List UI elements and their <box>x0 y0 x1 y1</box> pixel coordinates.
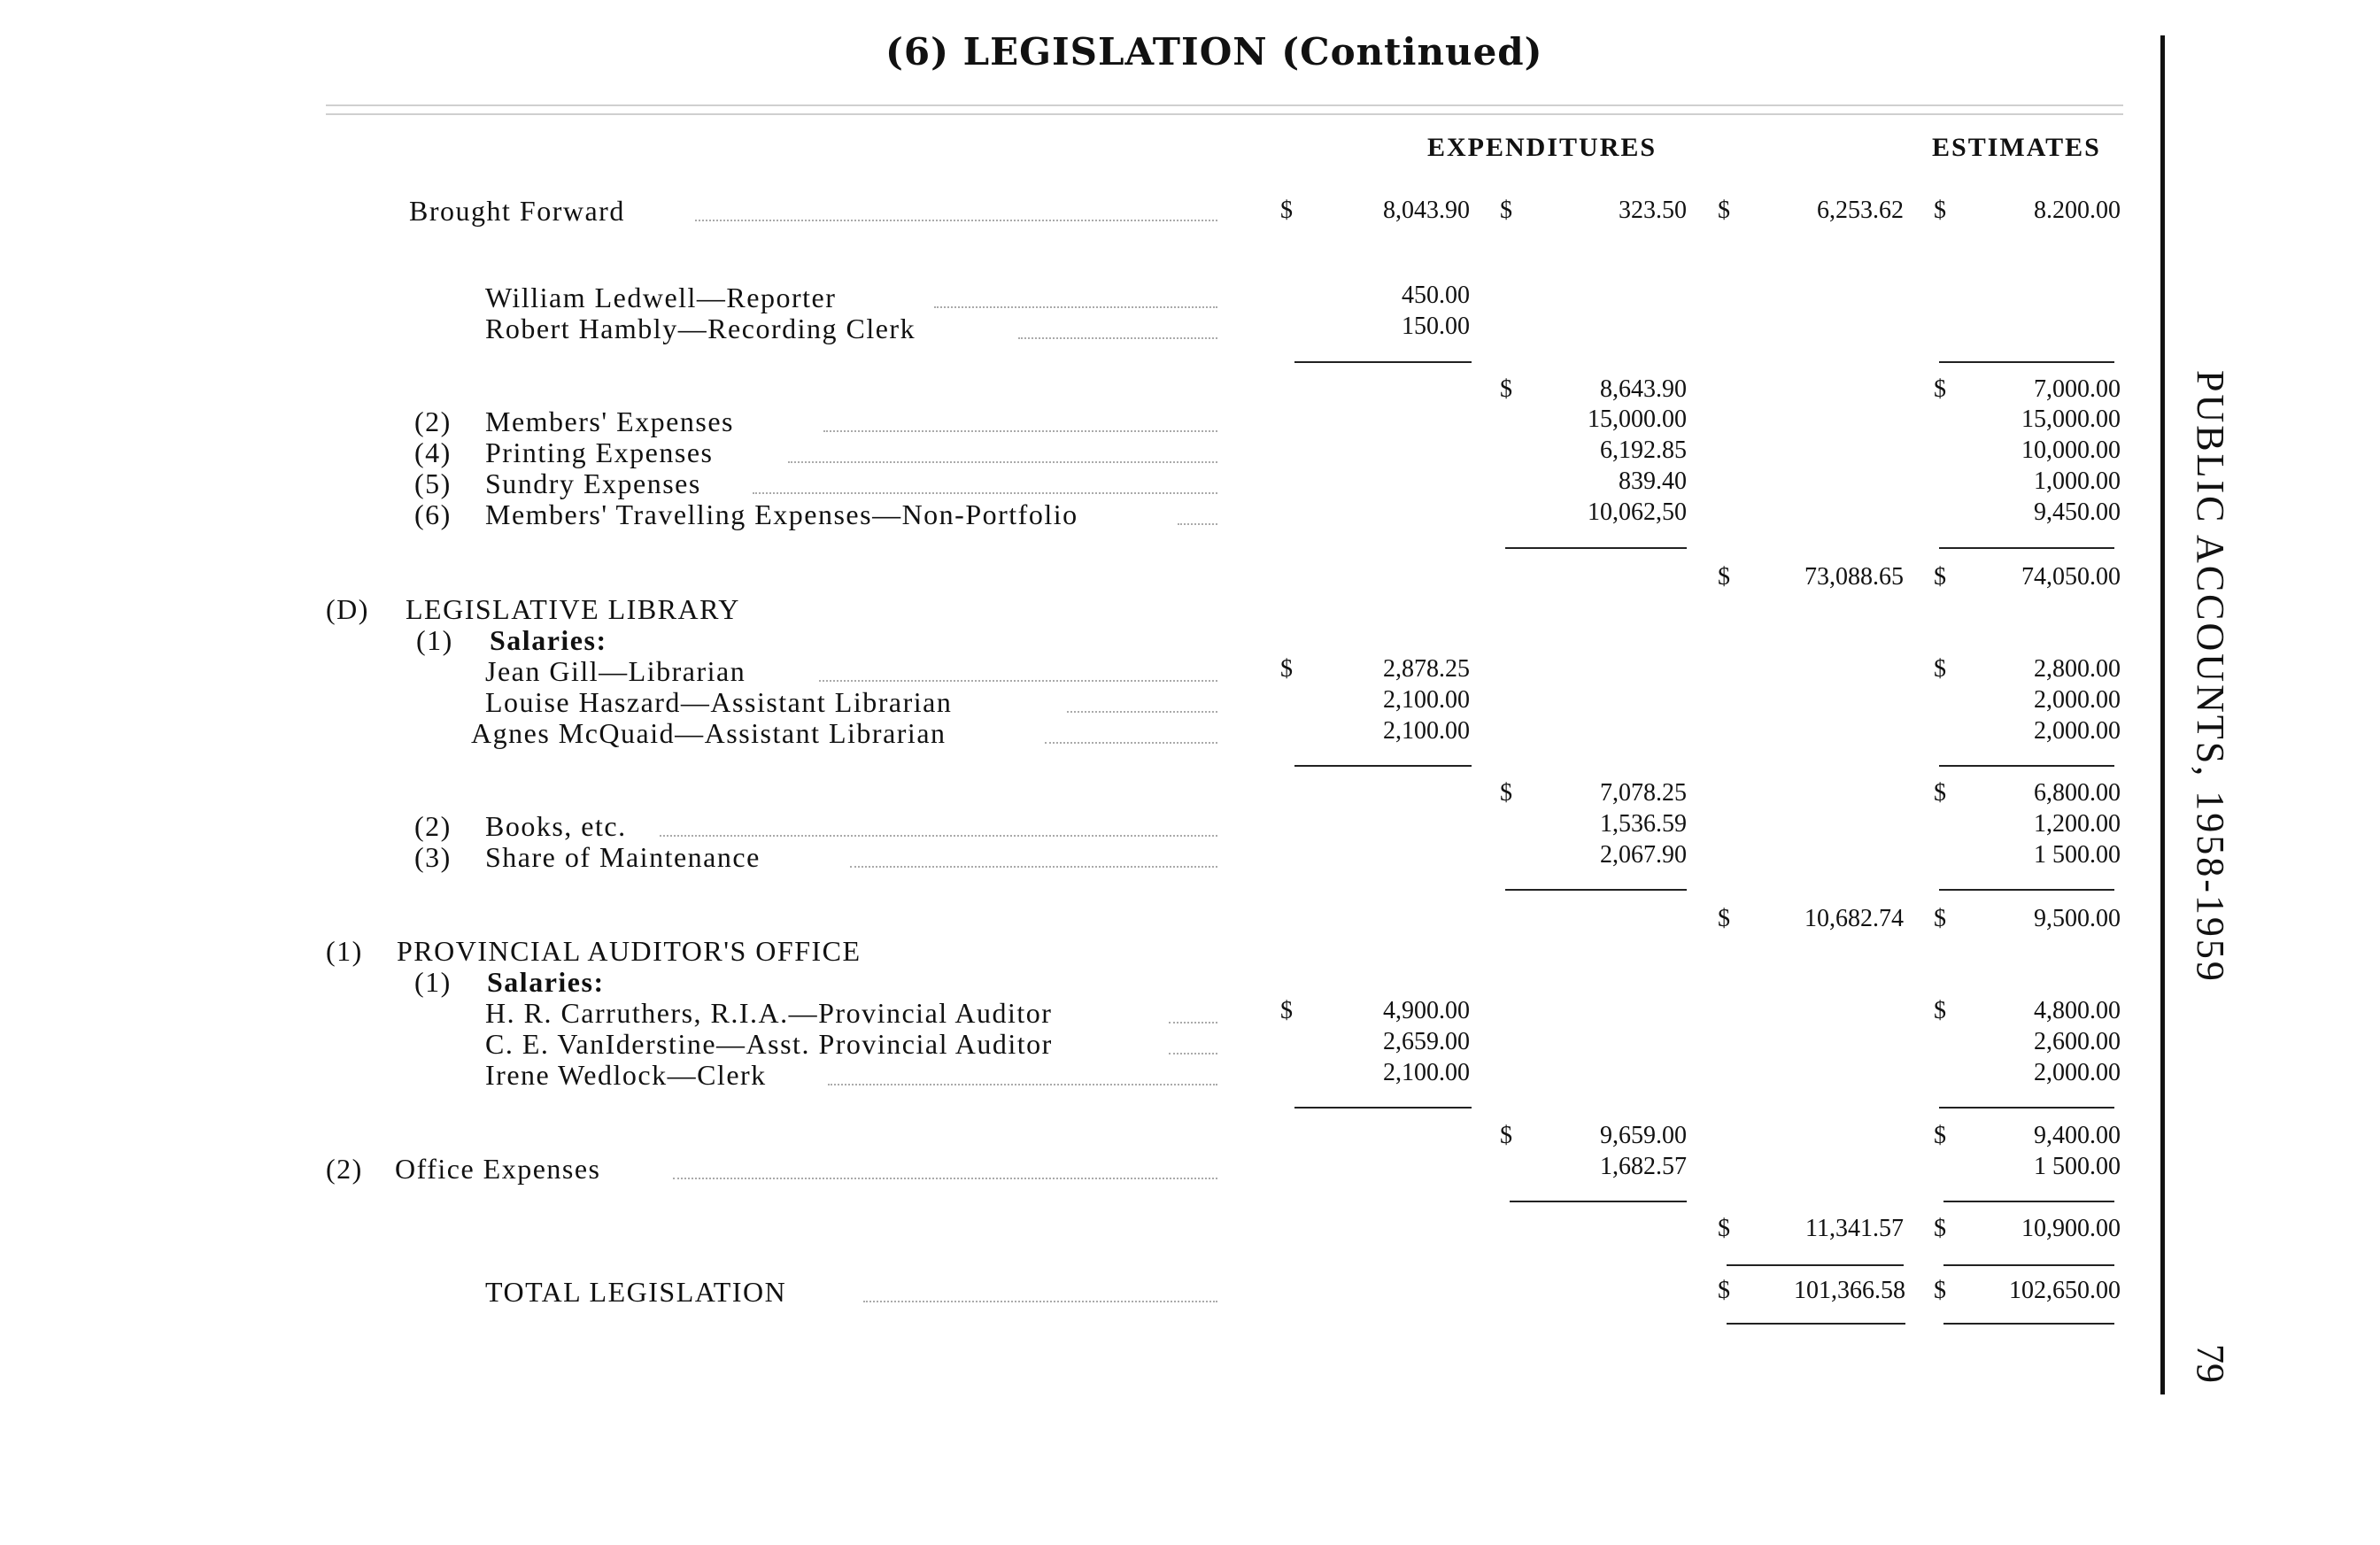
col1-value: 450.00 <box>1402 282 1470 309</box>
col4-value: 2,800.00 <box>2034 655 2121 683</box>
col2-value: 9,659.00 <box>1600 1122 1687 1149</box>
dollar-sign: $ <box>1500 779 1512 807</box>
item-number: (4) <box>414 436 452 468</box>
dot-leader <box>819 680 1217 682</box>
expense-label: Sundry Expenses <box>485 467 701 499</box>
col4-value: 10,900.00 <box>2021 1215 2121 1242</box>
col4-value: 2,600.00 <box>2034 1028 2121 1055</box>
expense-label: Members' Travelling Expenses—Non-Portfolio <box>485 498 1078 530</box>
staff-label: H. R. Carruthers, R.I.A.—Provincial Auditor <box>485 997 1053 1029</box>
col1-value: 2,659.00 <box>1383 1028 1470 1055</box>
dot-leader <box>934 306 1217 308</box>
dot-leader <box>828 1084 1217 1085</box>
col1-value: 2,100.00 <box>1383 686 1470 714</box>
section-letter: (D) <box>326 593 369 625</box>
brought-forward-label: Brought Forward <box>409 195 625 227</box>
salaries-heading: Salaries: <box>487 966 605 998</box>
title-rule <box>326 104 2123 106</box>
dot-leader <box>1045 742 1217 744</box>
dot-leader <box>1169 1022 1217 1024</box>
dot-leader <box>695 220 1217 221</box>
dollar-sign: $ <box>1934 779 1946 807</box>
col4-value: 7,000.00 <box>2034 375 2121 403</box>
margin-line <box>2160 35 2165 1394</box>
subtotal-rule <box>1294 765 1472 767</box>
side-title: PUBLIC ACCOUNTS, 1958-1959 <box>2189 370 2232 984</box>
expense-label: Office Expenses <box>395 1153 601 1185</box>
col3-value: 11,341.57 <box>1805 1215 1904 1242</box>
grand-total-col4: 102,650.00 <box>2009 1277 2121 1304</box>
total-rule <box>1727 1264 1904 1266</box>
page-title: (6) LEGISLATION (Continued) <box>885 30 1543 73</box>
dollar-sign: $ <box>1934 997 1946 1024</box>
item-number: (2) <box>326 1153 363 1185</box>
col3-value: 10,682.74 <box>1804 905 1904 932</box>
dollar-sign: $ <box>1718 197 1730 224</box>
dot-leader <box>753 492 1217 494</box>
reporter-label: William Ledwell—Reporter <box>485 282 837 313</box>
item-number: (5) <box>414 467 452 499</box>
col4-value: 1,200.00 <box>2034 810 2121 838</box>
dot-leader <box>660 835 1217 837</box>
col2-value: 323.50 <box>1619 197 1687 224</box>
dot-leader <box>823 430 1217 432</box>
subtotal-rule <box>1505 889 1687 891</box>
col2-value: 8,643.90 <box>1600 375 1687 403</box>
dollar-sign: $ <box>1934 1215 1946 1242</box>
subtotal-rule <box>1939 547 2114 549</box>
expense-label: Books, etc. <box>485 810 627 842</box>
col1-value: 2,878.25 <box>1383 655 1470 683</box>
subtotal-rule <box>1943 1201 2114 1202</box>
item-number: (3) <box>414 841 452 873</box>
item-number: (2) <box>414 406 452 437</box>
col2-value: 6,192.85 <box>1600 436 1687 464</box>
section-heading: LEGISLATIVE LIBRARY <box>406 593 740 625</box>
title-rule-2 <box>326 113 2123 115</box>
col2-value: 1,682.57 <box>1600 1153 1687 1180</box>
dot-leader <box>1169 1053 1217 1054</box>
col4-value: 9,450.00 <box>2034 498 2121 526</box>
col2-value: 15,000.00 <box>1588 406 1687 433</box>
subtotal-rule <box>1939 765 2114 767</box>
col4-value: 9,500.00 <box>2034 905 2121 932</box>
reporter-label: Robert Hambly—Recording Clerk <box>485 313 916 344</box>
section-letter: (1) <box>326 935 363 967</box>
col2-value: 7,078.25 <box>1600 779 1687 807</box>
item-number: (6) <box>414 498 452 530</box>
dollar-sign: $ <box>1934 197 1946 224</box>
dollar-sign: $ <box>1280 655 1293 683</box>
dollar-sign: $ <box>1280 997 1293 1024</box>
col4-value: 15,000.00 <box>2021 406 2121 433</box>
col2-value: 2,067.90 <box>1600 841 1687 869</box>
col4-value: 74,050.00 <box>2021 563 2121 591</box>
subtotal-rule <box>1939 361 2114 363</box>
col2-value: 10,062,50 <box>1588 498 1687 526</box>
subtotal-rule <box>1294 361 1472 363</box>
dot-leader <box>788 461 1217 463</box>
section-heading: PROVINCIAL AUDITOR'S OFFICE <box>397 935 862 967</box>
grand-total-col3: 101,366.58 <box>1794 1277 1905 1304</box>
dot-leader <box>673 1178 1217 1179</box>
col2-value: 1,536.59 <box>1600 810 1687 838</box>
subtotal-rule <box>1294 1107 1472 1109</box>
staff-label: Agnes McQuaid—Assistant Librarian <box>471 717 947 749</box>
dollar-sign: $ <box>1934 905 1946 932</box>
total-rule <box>1943 1264 2114 1266</box>
dollar-sign: $ <box>1934 655 1946 683</box>
expense-label: Share of Maintenance <box>485 841 761 873</box>
dot-leader <box>850 866 1217 868</box>
staff-label: Louise Haszard—Assistant Librarian <box>485 686 953 718</box>
expense-label: Members' Expenses <box>485 406 734 437</box>
col1-value: 4,900.00 <box>1383 997 1470 1024</box>
dollar-sign: $ <box>1934 1277 1946 1304</box>
item-number: (1) <box>414 966 452 998</box>
subtotal-rule <box>1510 1201 1687 1202</box>
dollar-sign: $ <box>1500 197 1512 224</box>
subtotal-rule <box>1505 547 1687 549</box>
dollar-sign: $ <box>1718 563 1730 591</box>
col4-value: 2,000.00 <box>2034 686 2121 714</box>
dollar-sign: $ <box>1718 1215 1730 1242</box>
expense-label: Printing Expenses <box>485 436 714 468</box>
col4-value: 2,000.00 <box>2034 717 2121 745</box>
dollar-sign: $ <box>1934 1122 1946 1149</box>
col4-value: 6,800.00 <box>2034 779 2121 807</box>
subtotal-rule <box>1939 1107 2114 1109</box>
col1-value: 150.00 <box>1402 313 1470 340</box>
col4-value: 1,000.00 <box>2034 467 2121 495</box>
item-number: (1) <box>416 624 453 656</box>
item-number: (2) <box>414 810 452 842</box>
col4-value: 4,800.00 <box>2034 997 2121 1024</box>
col1-value: 2,100.00 <box>1383 1059 1470 1086</box>
dollar-sign: $ <box>1718 905 1730 932</box>
dot-leader <box>1178 523 1217 525</box>
dollar-sign: $ <box>1718 1277 1730 1304</box>
estimates-header: ESTIMATES <box>1932 133 2101 162</box>
dollar-sign: $ <box>1500 375 1512 403</box>
col3-value: 73,088.65 <box>1804 563 1904 591</box>
dollar-sign: $ <box>1500 1122 1512 1149</box>
double-underline <box>1943 1323 2114 1325</box>
col4-value: 10,000.00 <box>2021 436 2121 464</box>
dot-leader <box>1018 337 1217 339</box>
dollar-sign: $ <box>1934 563 1946 591</box>
salaries-heading: Salaries: <box>490 624 607 656</box>
grand-total-label: TOTAL LEGISLATION <box>485 1276 787 1308</box>
double-underline <box>1727 1323 1905 1325</box>
staff-label: C. E. VanIderstine—Asst. Provincial Auditor <box>485 1028 1053 1060</box>
expenditures-header: EXPENDITURES <box>1427 133 1658 162</box>
subtotal-rule <box>1939 889 2114 891</box>
staff-label: Irene Wedlock—Clerk <box>485 1059 767 1091</box>
col4-value: 9,400.00 <box>2034 1122 2121 1149</box>
dollar-sign: $ <box>1934 375 1946 403</box>
col1-value: 2,100.00 <box>1383 717 1470 745</box>
dollar-sign: $ <box>1280 197 1293 224</box>
col3-value: 6,253.62 <box>1817 197 1904 224</box>
col4-value: 1 500.00 <box>2034 841 2121 869</box>
col4-value: 2,000.00 <box>2034 1059 2121 1086</box>
col1-value: 8,043.90 <box>1383 197 1470 224</box>
dot-leader <box>1067 711 1217 713</box>
staff-label: Jean Gill—Librarian <box>485 655 746 687</box>
col2-value: 839.40 <box>1619 467 1687 495</box>
page-number: 79 <box>2189 1344 2232 1383</box>
col4-value: 8.200.00 <box>2034 197 2121 224</box>
dot-leader <box>863 1301 1217 1302</box>
col4-value: 1 500.00 <box>2034 1153 2121 1180</box>
